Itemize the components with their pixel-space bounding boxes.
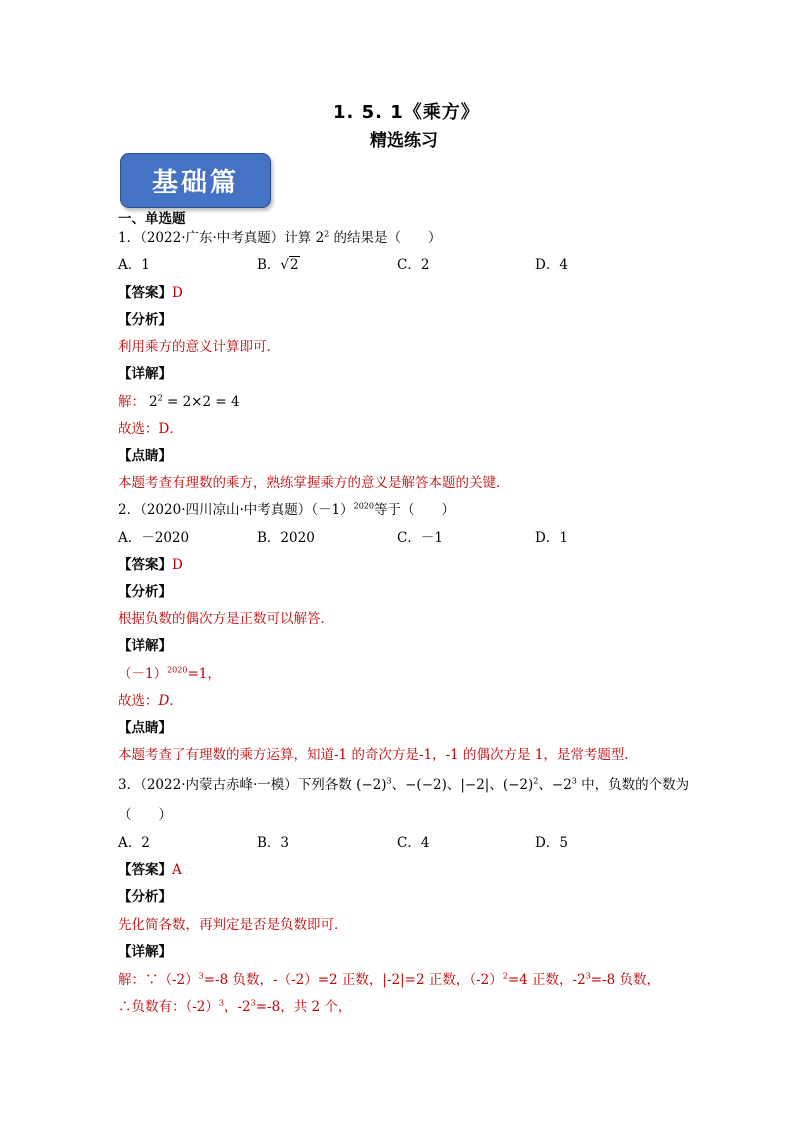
- q1-option-a: A．1: [118, 257, 150, 273]
- q3-option-c: C．4: [397, 835, 430, 851]
- q2-detail-label: 【详解】: [118, 638, 172, 654]
- question-1-stem: 1．（2022·广东·中考真题）计算 $2^2$ 的结果是（ ）: [118, 229, 442, 246]
- q1-detail-conclusion: 故选：D．: [118, 421, 183, 437]
- sqrt-symbol: √: [280, 257, 290, 273]
- q2-option-b: B．2020: [257, 530, 315, 546]
- question-2-stem: 2．（2020·四川凉山·中考真题）$(-1)^{2020}$等于（ ）: [118, 501, 455, 518]
- q3-option-b: B．3: [257, 835, 290, 851]
- q2-option-a: A．－2020: [118, 530, 190, 546]
- q3-detail-label: 【详解】: [118, 944, 172, 960]
- section-badge-label: 基础篇: [151, 168, 239, 198]
- q1-comment-label: 【点睛】: [118, 448, 172, 464]
- q2-option-c: C．－1: [397, 530, 443, 546]
- q1-option-b: B．√2: [257, 257, 299, 273]
- q3-detail-text: 解：$\because(-2)^3=-8$ 负数，-（-2）=2 正数，|-2|=2 正数，$(-2)^2=4$ 正数，$-2^3=-8$ 负数，: [118, 971, 661, 988]
- page-subtitle: 精选练习: [370, 131, 438, 151]
- q1-detail-text: 解： $2^2 = 2\times 2 = 4$: [118, 393, 240, 410]
- section-badge: [120, 153, 271, 208]
- question-3-stem-line2: （ ）: [118, 807, 172, 823]
- q3-analysis-label: 【分析】: [118, 889, 172, 905]
- q2-analysis-text: 根据负数的偶次方是正数可以解答．: [118, 611, 334, 627]
- q2-detail-text: $(-1)^{2020}=1$，: [118, 665, 221, 682]
- q3-answer: 【答案】A: [118, 862, 182, 878]
- q3-option-a: A．2: [118, 835, 150, 851]
- q1-option-d: D．4: [535, 257, 568, 273]
- q1-answer: 【答案】D: [118, 285, 183, 301]
- q1-option-c: C．2: [397, 257, 430, 273]
- q1-comment-text: 本题考查有理数的乘方，熟练掌握乘方的意义是解答本题的关键．: [118, 475, 510, 491]
- q1-analysis-text: 利用乘方的意义计算即可．: [118, 339, 280, 355]
- q2-detail-conclusion: 故选：D．: [118, 693, 183, 709]
- q3-analysis-text: 先化简各数，再判定是否是负数即可．: [118, 917, 348, 933]
- q2-answer: 【答案】D: [118, 557, 183, 573]
- q2-comment-label: 【点睛】: [118, 720, 172, 736]
- section-heading: 一、单选题: [118, 211, 186, 227]
- q3-option-d: D．5: [535, 835, 568, 851]
- q1-analysis-label: 【分析】: [118, 312, 172, 328]
- question-3-stem: 3．（2022·内蒙古赤峰·一模）下列各数 $(-2)^3$、−(−2)、|−2|、$(-2)^2$、$-2^3$ 中，负数的个数为: [118, 776, 690, 793]
- q2-analysis-label: 【分析】: [118, 584, 172, 600]
- q3-detail-conclusion: ∴负数有：$(-2)^3$，$-2^3=-8$，共 2 个，: [118, 998, 352, 1015]
- q1-detail-label: 【详解】: [118, 366, 172, 382]
- q2-option-d: D．1: [535, 530, 568, 546]
- page-title: 1. 5. 1《乘方》: [333, 102, 480, 123]
- q2-comment-text: 本题考查了有理数的乘方运算，知道-1 的奇次方是-1，-1 的偶次方是 1，是常考题型．: [118, 747, 638, 763]
